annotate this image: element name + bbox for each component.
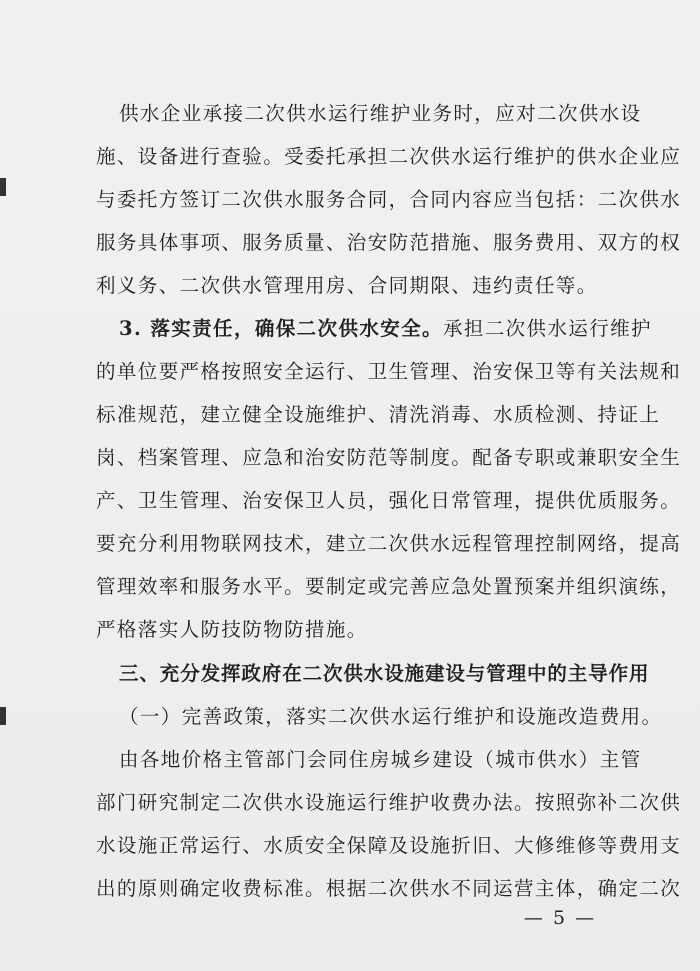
paragraph-line: 岗、档案管理、应急和治安防范等制度。配备专职或兼职安全生	[96, 446, 682, 469]
paragraph-line: 水设施正常运行、水质安全保障及设施折旧、大修维修等费用支	[96, 834, 682, 857]
item-3-heading: 3. 落实责任，确保二次供水安全。	[119, 317, 443, 340]
paragraph-line: 施、设备进行查验。受委托承担二次供水运行维护的供水企业应	[96, 145, 682, 168]
paragraph-line: 管理效率和服务水平。要制定或完善应急处置预案并组织演练，	[96, 575, 682, 598]
page-number: — 5 —	[523, 907, 597, 929]
paragraph-line: 供水企业承接二次供水运行维护业务时，应对二次供水设	[119, 102, 642, 125]
binding-mark	[0, 178, 6, 196]
paragraph-line: 与委托方签订二次供水服务合同，合同内容应当包括：二次供水	[96, 188, 682, 211]
section-heading: 三、充分发挥政府在二次供水设施建设与管理中的主导作用	[119, 662, 650, 685]
paragraph-line: 部门研究制定二次供水设施运行维护收费办法。按照弥补二次供	[96, 791, 682, 814]
paragraph-line: 严格落实人防技防物防措施。	[96, 618, 368, 641]
paragraph-line: 产、卫生管理、治安保卫人员，强化日常管理，提供优质服务。	[96, 489, 682, 512]
paragraph-line: 标准规范，建立健全设施维护、清洗消毒、水质检测、持证上	[96, 403, 661, 426]
subsection-heading: （一）完善政策，落实二次供水运行维护和设施改造费用。	[119, 705, 663, 728]
item-3-first-line-text: 承担二次供水运行维护	[442, 317, 652, 340]
paragraph-line: 出的原则确定收费标准。根据二次供水不同运营主体，确定二次	[96, 877, 682, 900]
paragraph-line: 由各地价格主管部门会同住房城乡建设（城市供水）主管	[119, 748, 642, 771]
binding-mark	[0, 707, 6, 725]
paragraph-line: 利义务、二次供水管理用房、合同期限、违约责任等。	[96, 274, 598, 297]
paragraph-line: 要充分利用物联网技术，建立二次供水远程管理控制网络，提高	[96, 532, 682, 555]
paragraph-line: 的单位要严格按照安全运行、卫生管理、治安保卫等有关法规和	[96, 360, 682, 383]
paragraph-line: 服务具体事项、服务质量、治安防范措施、服务费用、双方的权	[96, 231, 682, 254]
item-3-first-line	[119, 315, 652, 342]
